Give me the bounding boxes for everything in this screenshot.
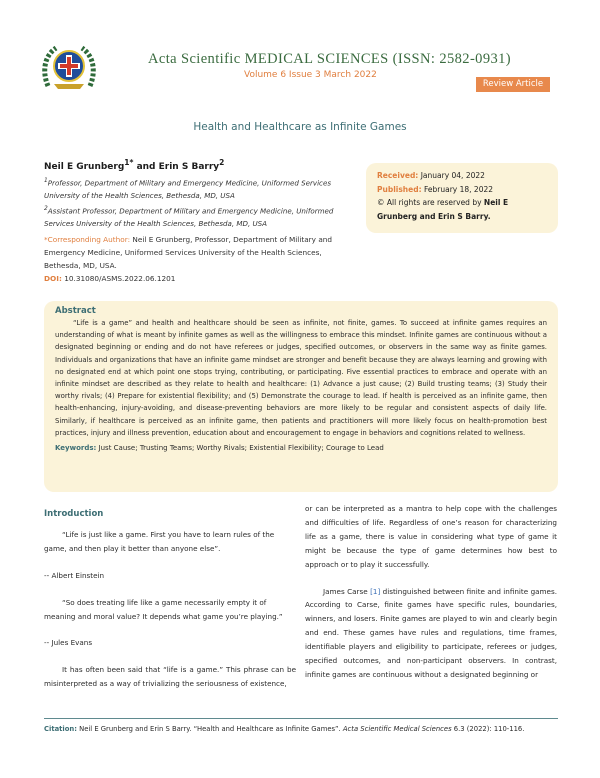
received-label: Received: [377,171,419,180]
keywords-text: Just Cause; Trusting Teams; Worthy Rivals; Existential Flexibility; Courage to Lead [96,444,384,453]
affiliation-1-text: Professor, Department of Military and Emergency Medicine, Uniformed Services University of the Health Sciences, Bethesda, MD, USA [44,178,332,200]
attribution-evans: -- Jules Evans [44,638,93,648]
intro-paragraph-2: or can be interpreted as a mantra to help cope with the challenges and difficulties of life. Regardless of one’s reason for characterizing life as a game, there is value in considering what type of game it might be because the type of game determines how best to approach or to play it successfully. [305,504,557,569]
body-right-column [305,502,557,682]
body-left-column [44,508,296,691]
quote-evans: “So does treating life like a game necessarily empty it of meaning and moral value? It depends what game you’re playing.” [44,597,283,621]
affiliation-2-text: Assistant Professor, Department of Military and Emergency Medicine, Uniformed Services University of the Health Sciences, Bethesda, MD, USA [44,205,334,228]
published-date [377,183,547,197]
published-value: February 18, 2022 [421,184,494,194]
author-2-sup: 2 [219,158,225,167]
citation-tail: 6.3 (2022): 110-116. [451,725,525,733]
keywords [55,444,547,452]
quote-einstein: “Life is just like a game. First you have to learn rules of the game, and then play it better than anyone else”. [44,529,275,553]
author-1: Neil E Grunberg [44,162,125,172]
rights-notice [377,196,547,223]
corresponding-author [44,233,356,272]
introduction-heading: Introduction [44,509,104,519]
citation-label: Citation: [44,725,77,733]
issue-info: Volume 6 Issue 3 March 2022 [244,70,377,80]
keywords-label: Keywords: [55,444,97,453]
carse-text-post: distinguished between finite and infinite games. According to Carse, finite games have specific rules, boundaries, winners, and losers. Finite games are played to win and clearly begin and end. These games have rules and regulations, time frames, identifiable players and eligibility to participate, referees or judges, specified outcomes, and non-participant observers. In contrast, infinite games are continuous without a designated beginning or [305,586,557,679]
abstract-text: “Life is a game” and health and healthcare should be seen as infinite, not finite, games. To succeed at infinite games requires an understanding of what is meant by infinite games as well as the willingness to embrace this mindset. Infinite games are continuous without a designated beginning or ending and do not have referees or judges, specified outcomes, or observers in the same way as finite games. Individuals and organizations that have an infinite game mindset are stronger and benefit because they are always learning and growing with no designated end at which point one stops trying, contributing, or participating. Five essential practices to embrace and operate with an infinite mindset are described as they relate to health and healthcare: (1) Advance a just cause; (2) Build trusting teams; (3) Study their worthy rivals; (4) Prepare for existential flexibility; and (5) Demonstrate the courage to lead. If health is perceived as an infinite game, then health-enhancing, injury-avoiding, and disease-preventing behaviors are more likely to be regular and consistent aspects of daily life. Similarly, if healthcare is perceived as an infinite game, then patients and practitioners will more likely focus on health-promotion best practices, injury and illness prevention, education about and encouragement to engage in behaviors and cognitions related to wellness. [55,319,547,437]
dates-box [366,163,558,233]
journal-logo [40,42,98,92]
corresponding-author-text: Neil E Grunberg, Professor, Department of Military and Emergency Medicine, Uniformed Services University of the Health Sciences, Bethesda, MD, USA. [44,235,333,271]
attribution-einstein: -- Albert Einstein [44,570,105,580]
author-info [44,158,356,285]
affiliation-2 [44,203,356,231]
doi-label: DOI: [44,274,62,284]
abstract-heading: Abstract [55,306,96,316]
doi-value[interactable]: 10.31080/ASMS.2022.06.1201 [61,274,176,284]
footer-divider [44,718,558,719]
citation-text: Neil E Grunberg and Erin S Barry. “Health and Healthcare as Infinite Games”. [76,725,343,733]
published-label: Published: [377,184,422,194]
intro-paragraph-3 [305,585,557,682]
affiliation-1 [44,175,356,203]
affiliation-1-sup: 1 [44,178,48,184]
author-2: and Erin S Barry [133,162,220,172]
authors [44,158,356,172]
author-1-sup: 1* [124,158,134,167]
received-value: January 04, 2022 [418,171,485,180]
doi [44,272,356,285]
abstract-box [44,301,558,492]
corresponding-author-label: *Corresponding Author: [44,235,131,245]
intro-paragraph-1: It has often been said that “life is a game.” This phrase can be misinterpreted as a way of trivializing the seriousness of existence, [44,665,296,689]
rights-holder: Neil E Grunberg and Erin S Barry. [377,198,509,221]
rights-text: © All rights are reserved by [377,198,484,207]
citation [44,725,524,733]
article-title: Health and Healthcare as Infinite Games [193,121,407,133]
carse-text-pre: James Carse [323,586,371,596]
reference-link-1[interactable]: [1] [370,586,381,596]
received-date [377,169,547,183]
article-type-badge: Review Article [476,77,550,92]
journal-title: Acta Scientific MEDICAL SCIENCES (ISSN: 2582-0931) [148,51,512,67]
citation-journal: Acta Scientific Medical Sciences [342,725,452,733]
affiliation-2-sup: 2 [44,205,48,212]
